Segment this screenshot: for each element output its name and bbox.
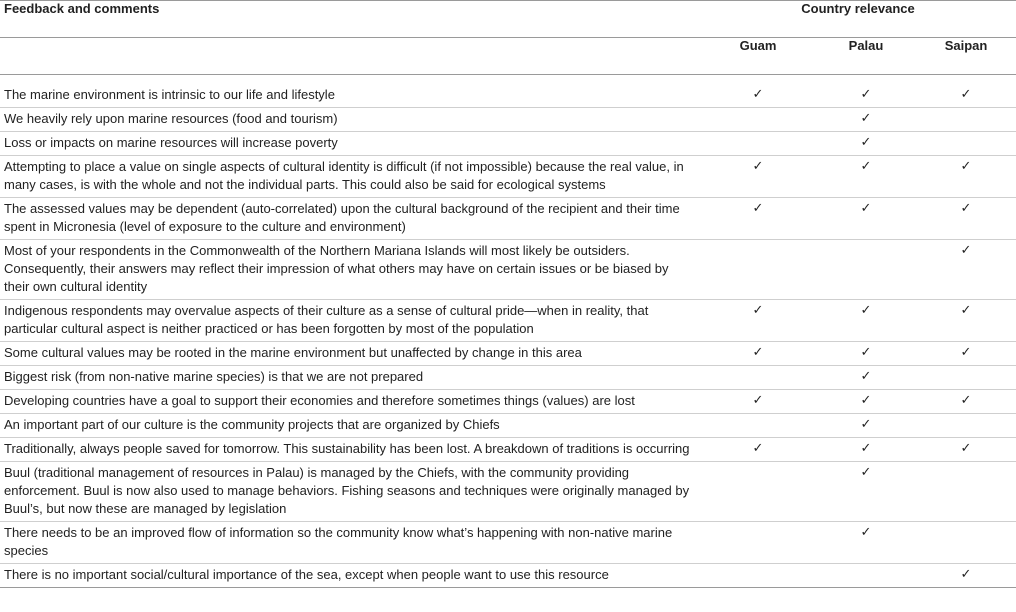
table-row <box>0 156 1016 198</box>
table-row <box>0 132 1016 156</box>
table-row <box>0 240 1016 300</box>
table-row <box>0 366 1016 390</box>
check-icon-guam <box>700 240 816 300</box>
column-header-palau: Palau <box>816 38 916 75</box>
check-icon-guam <box>700 564 816 588</box>
check-icon-saipan <box>916 366 1016 390</box>
table-row <box>0 414 1016 438</box>
check-icon-guam <box>700 462 816 522</box>
table-row <box>0 108 1016 132</box>
table-row <box>0 342 1016 366</box>
check-icon-guam <box>700 108 816 132</box>
feedback-text: There is no important social/cultural importance of the sea, except when people want to use this resource <box>0 564 700 588</box>
check-icon-guam: ✓ <box>700 156 816 198</box>
feedback-column-header: Feedback and comments <box>0 1 700 38</box>
check-icon-saipan: ✓ <box>916 390 1016 414</box>
check-icon-palau: ✓ <box>816 522 916 564</box>
table-row <box>0 84 1016 108</box>
check-icon-saipan: ✓ <box>916 84 1016 108</box>
check-icon-saipan: ✓ <box>916 198 1016 240</box>
check-icon-saipan <box>916 108 1016 132</box>
check-icon-saipan: ✓ <box>916 438 1016 462</box>
column-header-saipan: Saipan <box>916 38 1016 75</box>
feedback-text: An important part of our culture is the community projects that are organized by Chiefs <box>0 414 700 438</box>
check-icon-palau: ✓ <box>816 84 916 108</box>
table-body <box>0 75 1016 588</box>
column-header-guam: Guam <box>700 38 816 75</box>
check-icon-guam <box>700 132 816 156</box>
feedback-text: Buul (traditional management of resources in Palau) is managed by the Chiefs, with the community providing enforcement. Buul is now also used to manage behaviors. Fishing seasons and techniques were originally managed by Buul’s, but now these are managed by legislation <box>0 462 700 522</box>
check-icon-guam <box>700 366 816 390</box>
check-icon-palau <box>816 240 916 300</box>
check-icon-palau: ✓ <box>816 156 916 198</box>
feedback-text: Developing countries have a goal to support their economies and therefore sometimes things (values) are lost <box>0 390 700 414</box>
check-icon-palau: ✓ <box>816 342 916 366</box>
table-row <box>0 390 1016 414</box>
spacer-row <box>0 75 1016 85</box>
feedback-text: Some cultural values may be rooted in the marine environment but unaffected by change in this area <box>0 342 700 366</box>
check-icon-palau: ✓ <box>816 414 916 438</box>
check-icon-guam: ✓ <box>700 342 816 366</box>
check-icon-palau <box>816 564 916 588</box>
check-icon-guam <box>700 522 816 564</box>
feedback-text: The assessed values may be dependent (auto-correlated) upon the cultural background of the recipient and their time spent in Micronesia (level of exposure to the culture and environment) <box>0 198 700 240</box>
check-icon-saipan: ✓ <box>916 300 1016 342</box>
check-icon-guam: ✓ <box>700 300 816 342</box>
check-icon-palau: ✓ <box>816 132 916 156</box>
feedback-text: Most of your respondents in the Commonwealth of the Northern Mariana Islands will most likely be outsiders. Consequently, their answers may reflect their impression of what others may have on certain issues or be biased by their own cultural identity <box>0 240 700 300</box>
country-relevance-header: Country relevance <box>700 1 1016 38</box>
check-icon-palau: ✓ <box>816 108 916 132</box>
feedback-text: Attempting to place a value on single aspects of cultural identity is difficult (if not impossible) because the real value, in many cases, is with the whole and not the individual parts. This could also be said for ecological systems <box>0 156 700 198</box>
check-icon-palau: ✓ <box>816 390 916 414</box>
check-icon-saipan: ✓ <box>916 342 1016 366</box>
feedback-text: There needs to be an improved flow of information so the community know what’s happening with non-native marine species <box>0 522 700 564</box>
header-spacer <box>0 38 700 75</box>
check-icon-palau: ✓ <box>816 438 916 462</box>
feedback-text: Loss or impacts on marine resources will increase poverty <box>0 132 700 156</box>
table-row <box>0 564 1016 588</box>
check-icon-palau: ✓ <box>816 462 916 522</box>
check-icon-guam: ✓ <box>700 84 816 108</box>
check-icon-guam: ✓ <box>700 438 816 462</box>
check-icon-guam: ✓ <box>700 390 816 414</box>
check-icon-guam <box>700 414 816 438</box>
table-row <box>0 300 1016 342</box>
check-icon-palau: ✓ <box>816 198 916 240</box>
feedback-text: We heavily rely upon marine resources (food and tourism) <box>0 108 700 132</box>
table-row <box>0 462 1016 522</box>
check-icon-saipan <box>916 132 1016 156</box>
feedback-text: Indigenous respondents may overvalue aspects of their culture as a sense of cultural pride—when in reality, that particular cultural aspect is neither practiced or has been forgotten by most of the population <box>0 300 700 342</box>
check-icon-guam: ✓ <box>700 198 816 240</box>
table-row <box>0 198 1016 240</box>
table-row <box>0 438 1016 462</box>
check-icon-palau: ✓ <box>816 300 916 342</box>
check-icon-saipan: ✓ <box>916 240 1016 300</box>
check-icon-palau: ✓ <box>816 366 916 390</box>
feedback-text: The marine environment is intrinsic to our life and lifestyle <box>0 84 700 108</box>
feedback-text: Biggest risk (from non-native marine species) is that we are not prepared <box>0 366 700 390</box>
check-icon-saipan <box>916 522 1016 564</box>
check-icon-saipan: ✓ <box>916 564 1016 588</box>
check-icon-saipan <box>916 462 1016 522</box>
table-row <box>0 522 1016 564</box>
check-icon-saipan: ✓ <box>916 156 1016 198</box>
check-icon-saipan <box>916 414 1016 438</box>
feedback-text: Traditionally, always people saved for tomorrow. This sustainability has been lost. A breakdown of traditions is occurring <box>0 438 700 462</box>
